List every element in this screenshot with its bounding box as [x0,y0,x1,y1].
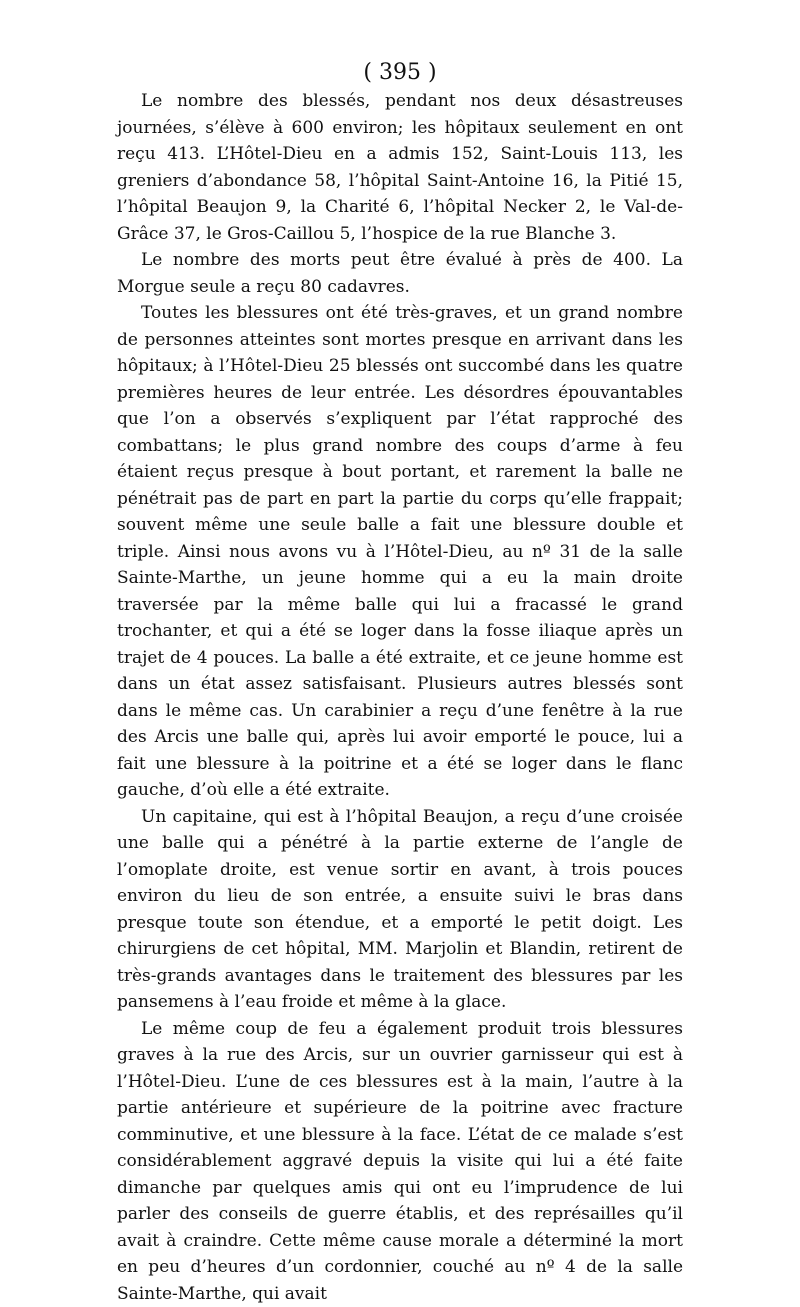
body-text [117,88,683,1307]
paragraph-dead-count: Le nombre des morts peut être évalué à près de 400. La Morgue seule a reçu 80 cadavres. [117,247,683,300]
paragraph-captain-case: Un capitaine, qui est à l’hôpital Beaujon, a reçu d’une croisée une balle qui a pénétré à la partie externe de l’angle de l’omoplate droite, est venue sortir en avant, à trois pouces environ du lieu de son entrée, a ensuite suivi le bras dans presque toute son étendue, et a emporté le petit doigt. Les chirurgiens de cet hôpital, MM. Marjolin et Blandin, retirent de très-grands avantages dans le traitement des blessures par les pansemens à l’eau froide et même à la glace. [117,804,683,1016]
paragraph-wounded-count: Le nombre des blessés, pendant nos deux désastreuses journées, s’élève à 600 environ; les hôpitaux seulement en ont reçu 413. L’Hôtel-Dieu en a admis 152, Saint-Louis 113, les greniers d’abondance 58, l’hôpital Saint-Antoine 16, la Pitié 15, l’hôpital Beaujon 9, la Charité 6, l’hôpital Necker 2, le Val-de-Grâce 37, le Gros-Caillou 5, l’hospice de la rue Blanche 3. [117,88,683,247]
paragraph-worker-case: Le même coup de feu a également produit trois blessures graves à la rue des Arcis, sur un ouvrier garnisseur qui est à l’Hôtel-Dieu. L’une de ces blessures est à la main, l’autre à la partie antérieure et supérieure de la poitrine avec fracture comminutive, et une blessure à la face. L’état de ce malade s’est considérablement aggravé depuis la visite qui lui a été faite dimanche par quelques amis qui ont eu l’imprudence de lui parler des conseils de guerre établis, et des représailles qu’il avait à craindre. Cette même cause morale a déterminé la mort en peu d’heures d’un cordonnier, couché au nº 4 de la salle Sainte-Marthe, qui avait [117,1016,683,1307]
page-number: ( 395 ) [0,60,800,86]
paragraph-wound-descriptions: Toutes les blessures ont été très-graves, et un grand nombre de personnes atteintes sont mortes presque en arrivant dans les hôpitaux; à l’Hôtel-Dieu 25 blessés ont succombé dans les quatre premières heures de leur entrée. Les désordres épouvantables que l’on a observés s’expliquent par l’état rapproché des combattans; le plus grand nombre des coups d’arme à feu étaient reçus presque à bout portant, et rarement la balle ne pénétrait pas de part en part la partie du corps qu’elle frappait; souvent même une seule balle a fait une blessure double et triple. Ainsi nous avons vu à l’Hôtel-Dieu, au nº 31 de la salle Sainte-Marthe, un jeune homme qui a eu la main droite traversée par la même balle qui lui a fracassé le grand trochanter, et qui a été se loger dans la fosse iliaque après un trajet de 4 pouces. La balle a été extraite, et ce jeune homme est dans un état assez satisfaisant. Plusieurs autres blessés sont dans le même cas. Un carabinier a reçu d’une fenêtre à la rue des Arcis une balle qui, après lui avoir emporté le pouce, lui a fait une blessure à la poitrine et a été se loger dans le flanc gauche, d’où elle a été extraite. [117,300,683,804]
